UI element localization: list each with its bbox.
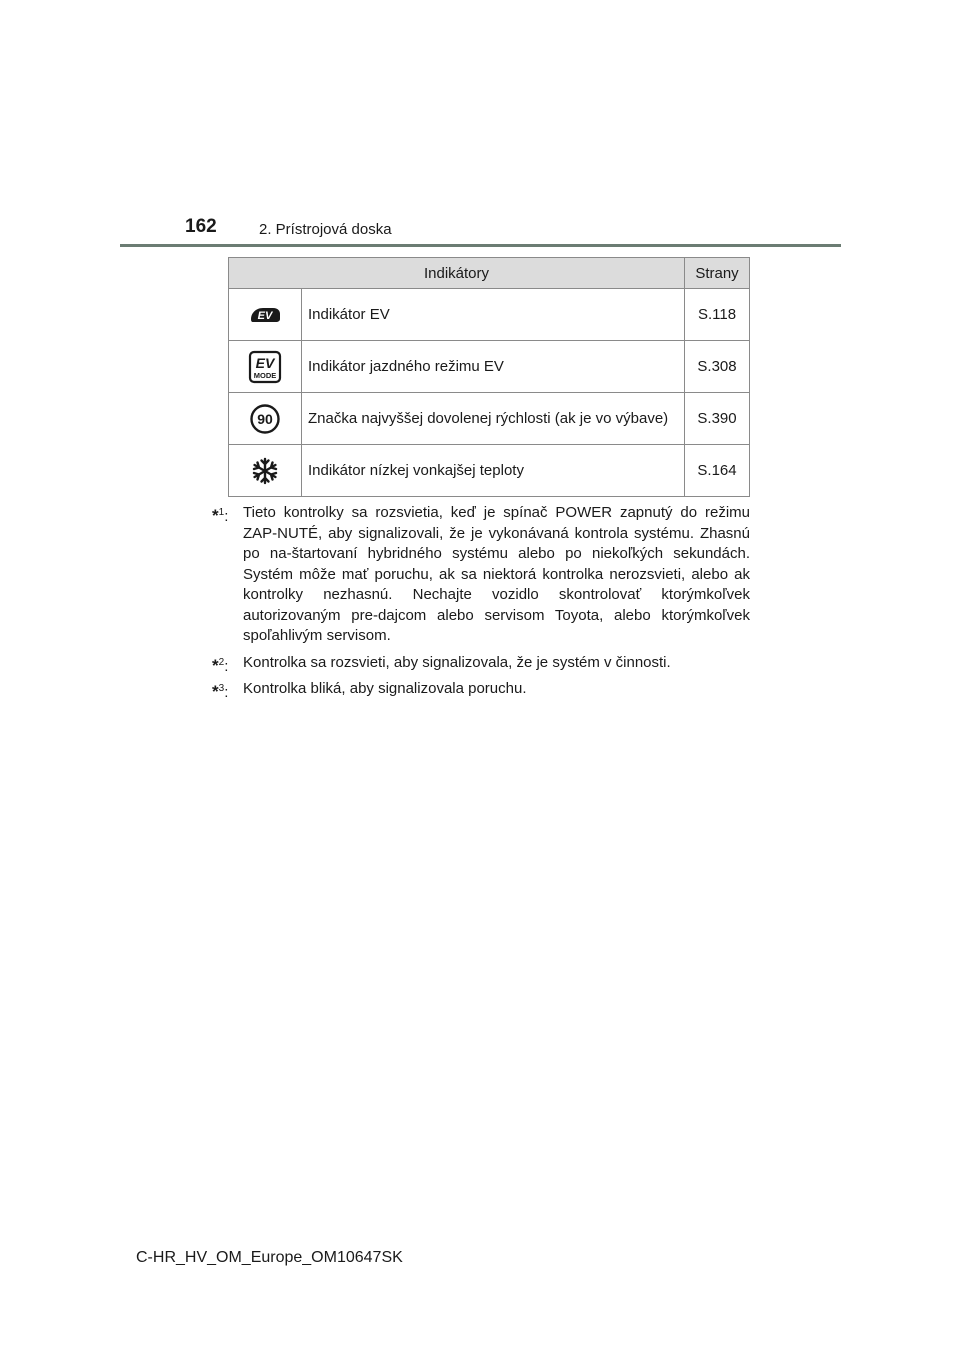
header-rule xyxy=(120,244,841,247)
indicator-name: Indikátor nízkej vonkajšej teploty xyxy=(302,445,685,497)
page-reference: S.308 xyxy=(685,341,750,393)
icon-cell xyxy=(229,289,302,341)
ev-mode-icon-mode: MODE xyxy=(253,370,277,380)
icon-cell xyxy=(229,445,302,497)
section-title: 2. Prístrojová doska xyxy=(259,221,392,238)
footnote-text: Kontrolka sa rozsvieti, aby signalizovala, že je systém v činnosti. xyxy=(243,653,671,671)
footnote xyxy=(212,679,750,700)
indicator-name: Indikátor EV xyxy=(302,289,685,341)
footnote-text: Kontrolka bliká, aby signalizovala poruchu. xyxy=(243,680,527,697)
page-reference: S.390 xyxy=(685,393,750,445)
column-header-indicators: Indikátory xyxy=(229,258,685,289)
ev-indicator-icon xyxy=(247,304,283,326)
snowflake-icon xyxy=(250,456,280,486)
table-row xyxy=(229,445,750,497)
indicator-table xyxy=(228,257,750,497)
footnote-marker: *$^3$: xyxy=(212,682,229,701)
page-number: 162 xyxy=(185,216,217,237)
page-reference: S.118 xyxy=(685,289,750,341)
footnote-text: Tieto kontrolky sa rozsvietia, keď je spínač POWER zapnutý do režimu ZAP-NUTÉ, aby signalizovali, že je vykonávaná kontrola systému. Zhasnú po na-štartovaní hybridného systému alebo po niekoľkých sekundách. Systém môže mať poruchu, ak sa niektorá kontrolka nerozsvieti, alebo ak kontrolky nezhasnú. Nechajte vozidlo skontrolovať ktorýmkoľvek autorizovaným pre-dajcom alebo servisom Toyota, alebo ktorýmkoľvek spoľahlivým servisom. xyxy=(243,504,750,644)
ev-mode-icon xyxy=(248,350,282,384)
icon-cell xyxy=(229,341,302,393)
ev-icon-label: EV xyxy=(257,309,273,322)
column-header-pages: Strany xyxy=(685,258,750,289)
indicator-name: Indikátor jazdného režimu EV xyxy=(302,341,685,393)
icon-cell xyxy=(229,393,302,445)
footnote-marker: *$^2$: xyxy=(212,655,229,675)
table-header-row xyxy=(229,258,750,289)
footnote xyxy=(212,503,750,647)
page-reference: S.164 xyxy=(685,445,750,497)
footnotes xyxy=(212,503,750,706)
speed-limit-90-icon xyxy=(249,403,281,435)
document-id: C-HR_HV_OM_Europe_OM10647SK xyxy=(136,1249,403,1266)
footnote-marker: *$^1$: xyxy=(212,506,229,525)
indicator-name: Značka najvyššej dovolenej rýchlosti (ak je vo výbave) xyxy=(302,393,685,445)
table-row xyxy=(229,289,750,341)
ev-mode-icon-ev: EV xyxy=(255,354,275,371)
speed-limit-value: 90 xyxy=(257,410,273,427)
table-row xyxy=(229,341,750,393)
table-row xyxy=(229,393,750,445)
footnote xyxy=(212,653,750,674)
